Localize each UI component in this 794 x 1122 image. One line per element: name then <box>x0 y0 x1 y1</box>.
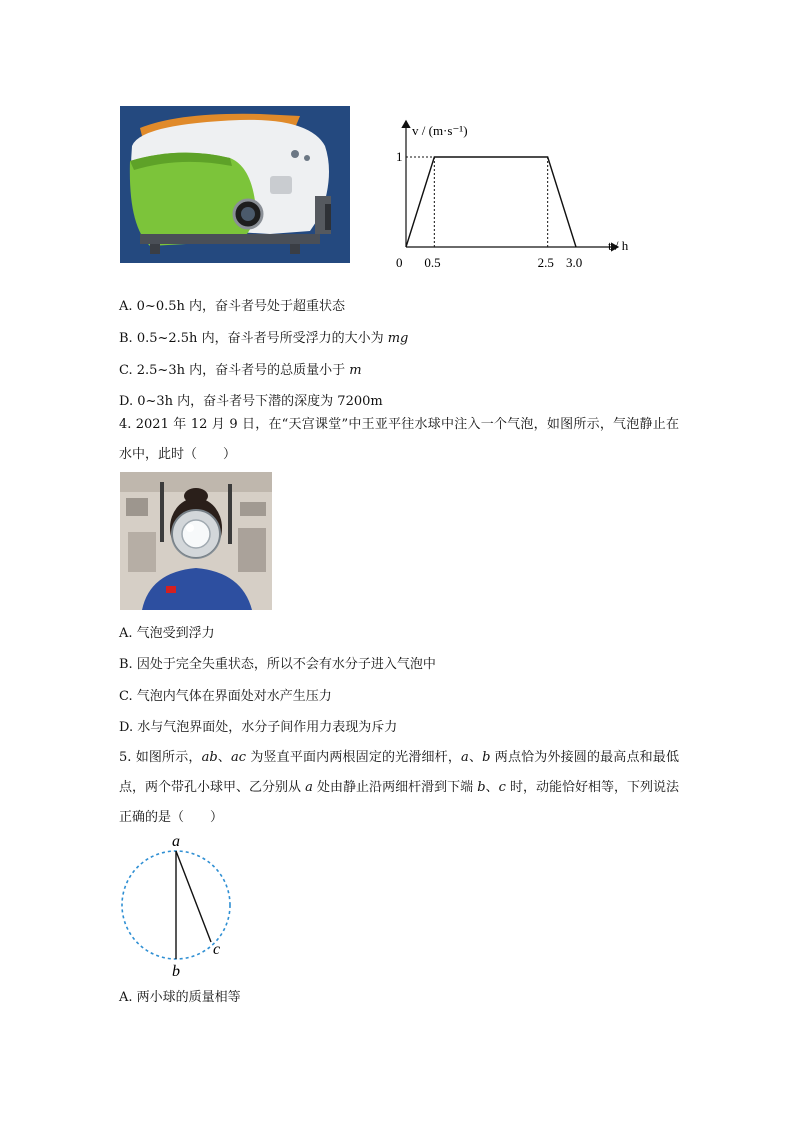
q3-option <box>119 330 408 348</box>
q4-option: C. 气泡内气体在界面处对水产生压力 <box>119 689 332 704</box>
stem-text: 为竖直平面内两根固定的光滑细杆， <box>246 750 462 765</box>
stem-variable: b <box>482 750 491 765</box>
stem-text: 、 <box>468 750 483 765</box>
stem-text: 处由静止沿两细杆滑到下端 <box>312 780 478 795</box>
stem-text: 时，动能恰好相等，下列说法正确的是（ ） <box>119 780 679 825</box>
q4-stem: 4. 2021 年 12 月 9 日，在“天宫课堂”中王亚平往水球中注入一个气泡，如图所示，气泡静止在水中，此时（ ） <box>119 417 679 462</box>
rod-ac <box>176 851 211 942</box>
option-text: A. 0~0.5h 内，奋斗者号处于超重状态 <box>119 299 345 314</box>
option-variable: mg <box>387 331 409 346</box>
point-b-label: b <box>172 963 180 980</box>
astronaut-photo <box>120 472 272 610</box>
submersible-illustration <box>120 106 350 263</box>
q4-option: B. 因处于完全失重状态，所以不会有水分子进入气泡中 <box>119 657 436 672</box>
x-axis-label: t / h <box>608 238 629 253</box>
circle-rod-figure <box>115 832 245 982</box>
q4-option: D. 水与气泡界面处，水分子间作用力表现为斥力 <box>119 720 398 735</box>
q5-option: A. 两小球的质量相等 <box>119 990 241 1005</box>
x-tick-labels <box>424 255 582 270</box>
q3-option <box>119 298 345 316</box>
y-axis-label: v / (m·s⁻¹) <box>412 123 468 138</box>
stem-text: 5. 如图所示， <box>119 750 202 765</box>
velocity-series-line <box>406 157 576 247</box>
option-variable: m <box>349 363 362 378</box>
stem-variable: c <box>498 780 506 795</box>
origin-label: 0 <box>396 255 403 270</box>
option-text: B. 0.5~2.5h 内，奋斗者号所受浮力的大小为 <box>119 331 388 346</box>
stem-variable: ac <box>230 750 247 765</box>
x-tick-label: 0.5 <box>424 255 441 270</box>
x-tick-label: 3.0 <box>566 255 583 270</box>
stem-variable: a <box>461 750 469 765</box>
space-station-illustration <box>120 472 272 610</box>
q4-option: A. 气泡受到浮力 <box>119 626 215 641</box>
stem-text: 、 <box>485 780 499 795</box>
x-tick-label: 2.5 <box>537 255 554 270</box>
stem-variable: ab <box>201 750 218 765</box>
q5-stem <box>119 743 679 833</box>
stem-text: 两点恰为外接圆的最高点和最低点，两个带孔小球甲、乙分别从 <box>119 750 679 795</box>
option-text: D. 0~3h 内，奋斗者号下潜的深度为 7200m <box>119 394 383 409</box>
q3-option <box>119 393 383 411</box>
q3-option <box>119 362 362 380</box>
point-a-label: a <box>172 833 180 850</box>
stem-variable: b <box>477 780 486 795</box>
stem-variable: a <box>305 780 313 795</box>
y-tick-label: 1 <box>396 149 403 164</box>
velocity-time-graph <box>390 115 640 275</box>
submersible-photo <box>120 106 350 263</box>
point-c-label: c <box>213 941 221 958</box>
stem-text: 、 <box>217 750 231 765</box>
option-text: C. 2.5~3h 内，奋斗者号的总质量小于 <box>119 363 350 378</box>
graph-marks <box>406 157 576 247</box>
